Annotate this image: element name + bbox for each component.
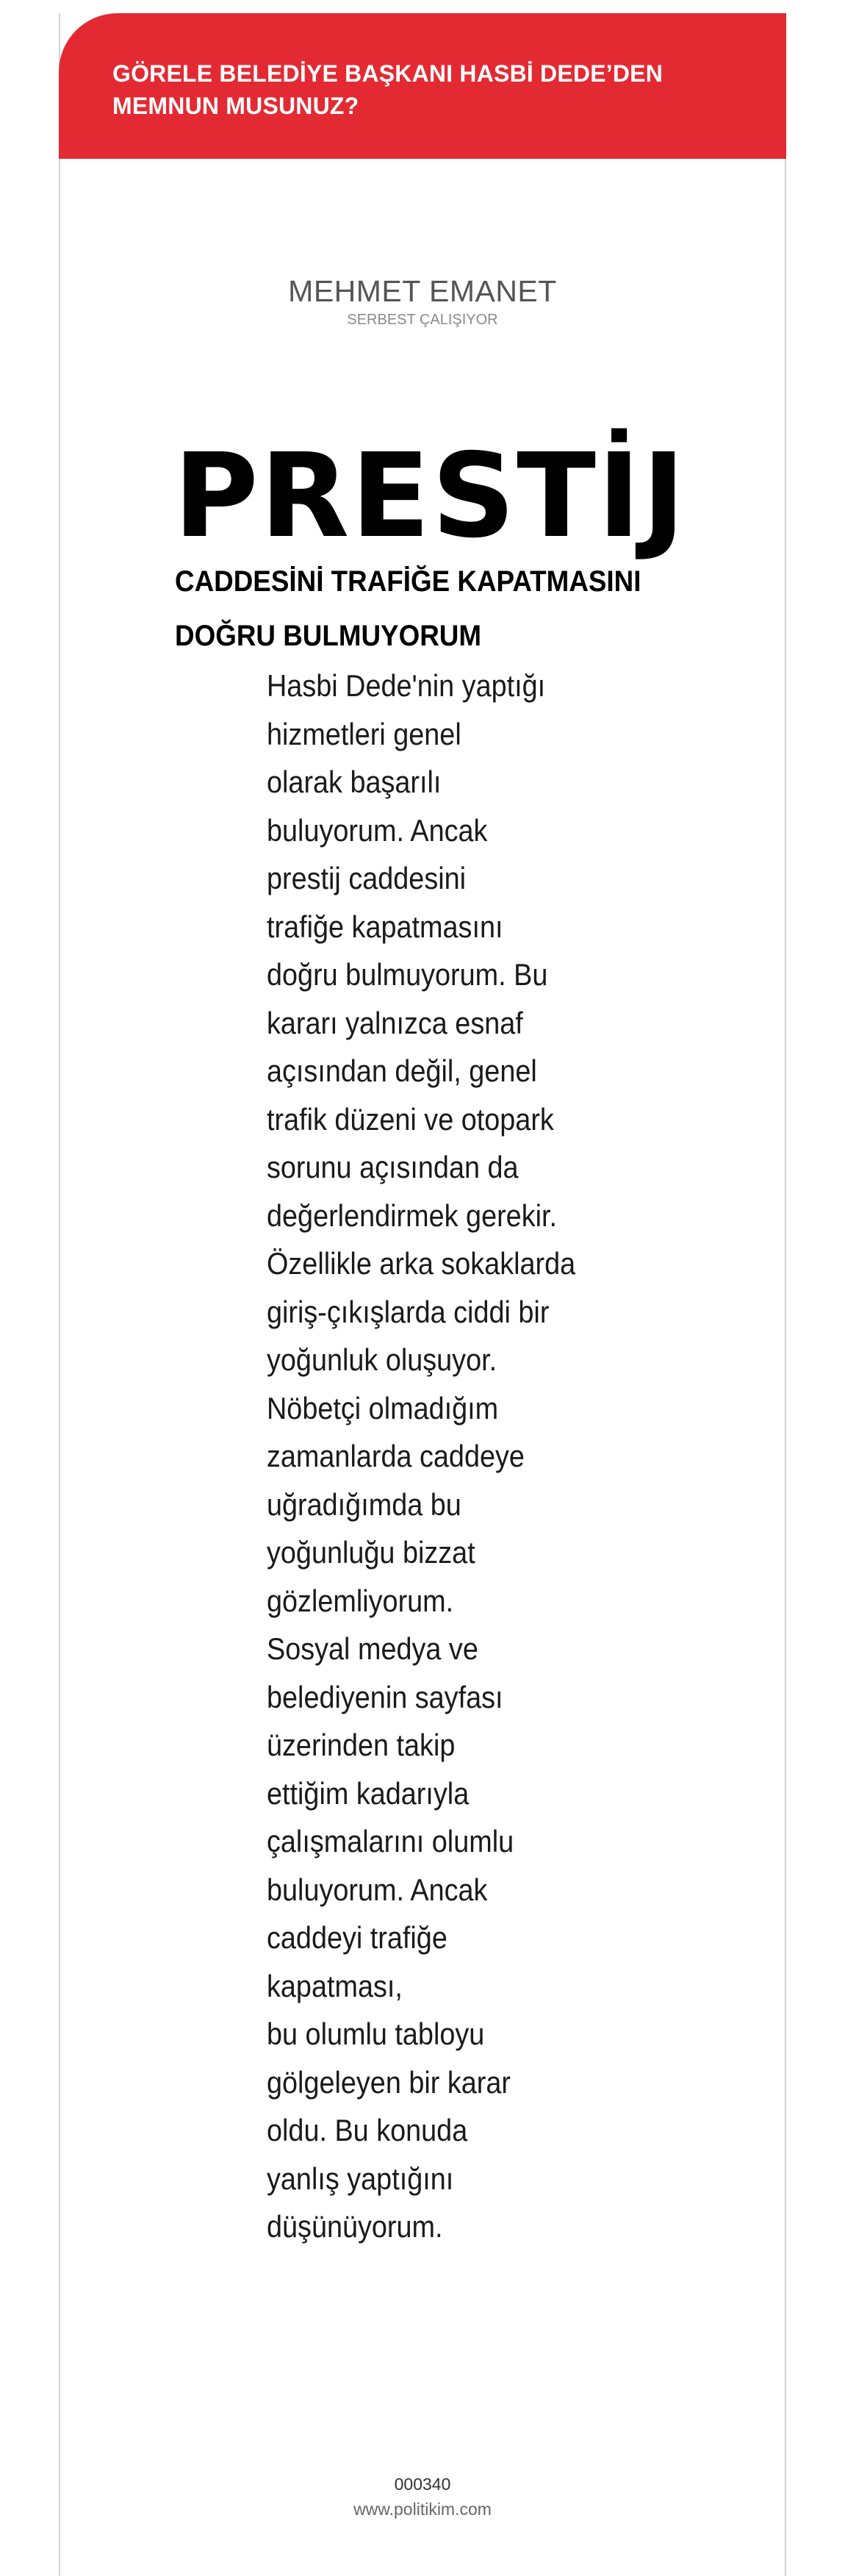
body-line: yoğunluğu bizzat: [267, 1535, 475, 1570]
body-line: kapatması,: [267, 1968, 403, 2003]
body-line: olarak başarılı: [267, 765, 442, 799]
body-line: Nöbetçi olmadığım: [267, 1390, 499, 1425]
body-line: uğradığımda bu: [267, 1486, 461, 1522]
body-line: bu olumlu tabloyu: [267, 2017, 485, 2051]
body-line: Hasbi Dede'nin yaptığı: [267, 668, 546, 703]
body-line: ettiğim kadarıyla: [267, 1775, 470, 1811]
question-title: GÖRELE BELEDİYE BAŞKANI HASBİ DEDE’DEN MEMNUN MUSUNUZ?: [112, 60, 664, 119]
body-line: gözlemliyorum.: [267, 1583, 454, 1618]
body-line: prestij caddesini: [267, 861, 467, 895]
body-line: zamanlarda caddeye: [267, 1439, 525, 1473]
body-line: buluyorum. Ancak: [267, 812, 488, 848]
body-line: sorunu açısından da: [267, 1150, 519, 1184]
headline-main: PRESTİJ: [173, 429, 687, 564]
author-block: [59, 273, 786, 329]
body-line: açısından değil, genel: [267, 1053, 537, 1088]
headline-sub: CADDESİNİ TRAFİĞE KAPATMASINI DOĞRU BULMUYORUM: [175, 565, 641, 652]
body-line: Sosyal medya ve: [267, 1631, 478, 1666]
body-line: Özellikle arka sokaklarda: [267, 1246, 576, 1281]
body-line: gölgeleyen bir karar: [267, 2064, 511, 2100]
body-line: giriş-çıkışlarda ciddi bir: [267, 1294, 550, 1329]
body-line: caddeyi trafiğe: [267, 1920, 447, 1955]
body-line: trafiğe kapatmasını: [267, 909, 503, 944]
body-line: yoğunluk oluşuyor.: [267, 1342, 497, 1377]
author-role: SERBEST ÇALIŞIYOR: [347, 312, 498, 328]
body-line: hizmetleri genel: [267, 716, 461, 751]
body-line: doğru bulmuyorum. Bu: [267, 957, 548, 992]
body-line: yanlış yaptığını: [267, 2161, 454, 2196]
body-line: çalışmalarını olumlu: [267, 1824, 514, 1858]
answer-body: [267, 662, 584, 2251]
footer-code: 000340: [394, 2475, 451, 2494]
body-line: değerlendirmek gerekir.: [267, 1198, 558, 1233]
body-line: trafik düzeni ve otopark: [267, 1101, 554, 1137]
footer-site-link[interactable]: www.politikim.com: [353, 2500, 492, 2519]
author-name: MEHMET EMANET: [288, 274, 557, 308]
body-line: düşünüyorum.: [267, 2209, 443, 2244]
body-line: oldu. Bu konuda: [267, 2113, 468, 2147]
header-banner: [59, 13, 786, 159]
body-line: belediyenin sayfası: [267, 1679, 503, 1714]
body-line: buluyorum. Ancak: [267, 1872, 488, 1907]
footer: [59, 2472, 786, 2522]
body-line: üzerinden takip: [267, 1728, 456, 1762]
body-line: kararı yalnızca esnaf: [267, 1005, 523, 1040]
